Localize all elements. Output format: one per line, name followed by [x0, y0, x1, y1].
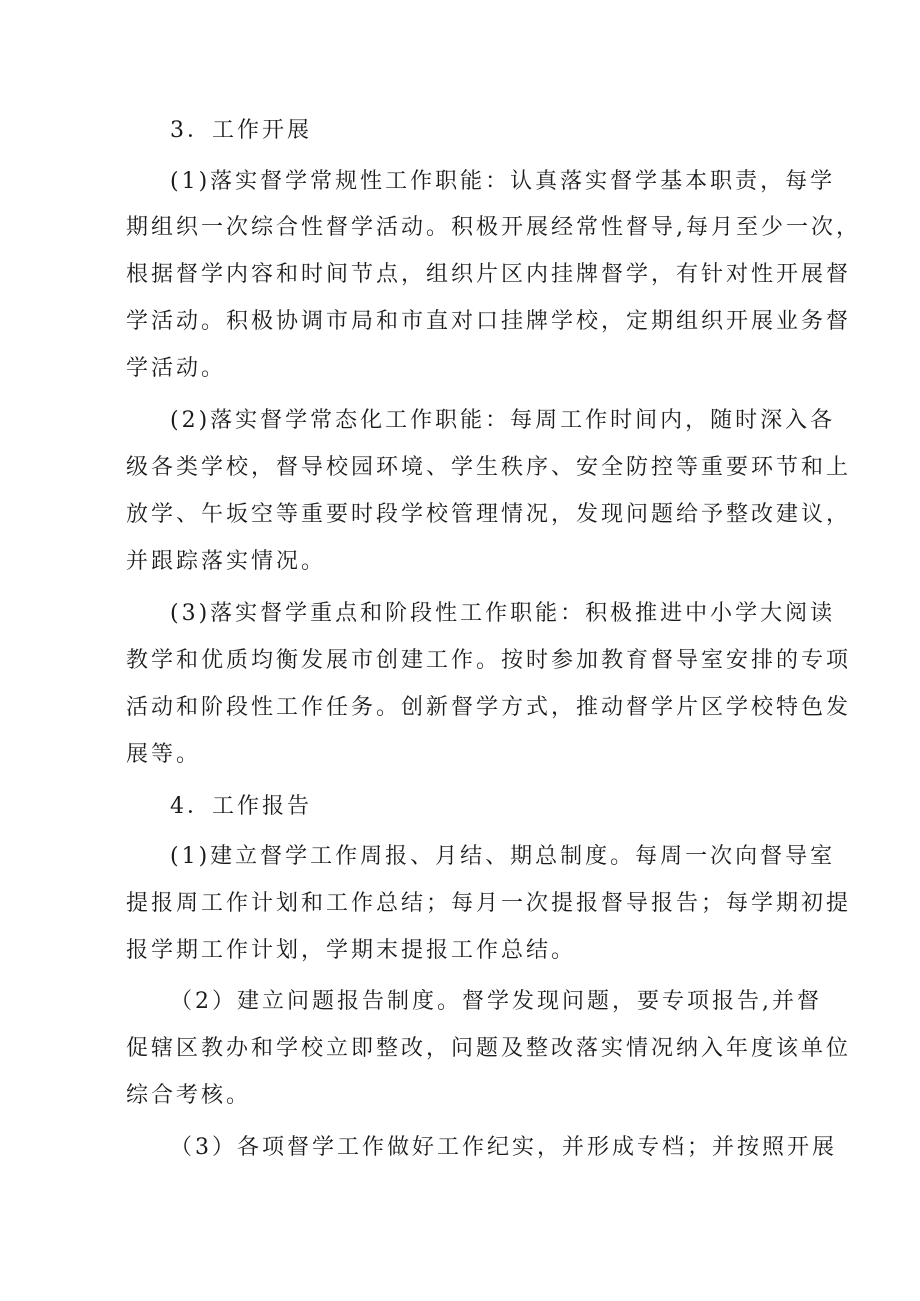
section-4-heading: 4．工作报告	[170, 794, 312, 819]
section-3-item-3-line-1: (3)落实督学重点和阶段性工作职能：积极推进中小学大阅读	[170, 601, 836, 626]
section-3-item-3-line-2: 教学和优质均衡发展市创建工作。按时参加教育督导室安排的专项	[126, 648, 852, 673]
section-3-item-1-line-5: 学活动。	[126, 356, 227, 381]
section-3-item-3-line-3: 活动和阶段性工作任务。创新督学方式，推动督学片区学校特色发	[126, 695, 852, 720]
section-3-item-2-line-2: 级各类学校，督导校园环境、学生秩序、安全防控等重要环节和上	[126, 455, 852, 480]
section-4-item-1-line-3: 报学期工作计划，学期末提报工作总结。	[126, 938, 577, 963]
section-4-item-2-line-1: （2）建立问题报告制度。督学发现问题，要专项报告,并督	[170, 989, 822, 1014]
section-4-item-2-line-2: 促辖区教办和学校立即整改，问题及整改落实情况纳入年度该单位	[126, 1036, 852, 1061]
section-4-item-3-line-1: （3）各项督学工作做好工作纪实，并形成专档；并按照开展	[170, 1135, 837, 1160]
section-3-item-1-line-4: 学活动。积极协调市局和市直对口挂牌学校，定期组织开展业务督	[126, 309, 852, 334]
section-3-heading: 3．工作开展	[170, 118, 312, 143]
section-3-item-2-line-4: 并跟踪落实情况。	[126, 549, 327, 574]
section-3-item-2-line-1: (2)落实督学常态化工作职能：每周工作时间内，随时深入各	[170, 408, 836, 433]
section-4-item-1-line-1: (1)建立督学工作周报、月结、期总制度。每周一次向督导室	[170, 844, 836, 869]
section-3-item-2-line-3: 放学、午坂空等重要时段学校管理情况，发现问题给予整改建议，	[126, 502, 852, 527]
section-4-item-2-line-3: 综合考核。	[126, 1083, 252, 1108]
section-3-item-1-line-2: 期组织一次综合性督学活动。积极开展经常性督导,每月至少一次，	[126, 215, 861, 240]
section-3-item-3-line-4: 展等。	[126, 742, 202, 767]
section-4-item-1-line-2: 提报周工作计划和工作总结；每月一次提报督导报告；每学期初提	[126, 891, 852, 916]
section-3-item-1-line-1: (1)落实督学常规性工作职能：认真落实督学基本职责，每学	[170, 169, 836, 194]
section-3-item-1-line-3: 根据督学内容和时间节点，组织片区内挂牌督学，有针对性开展督	[126, 262, 852, 287]
